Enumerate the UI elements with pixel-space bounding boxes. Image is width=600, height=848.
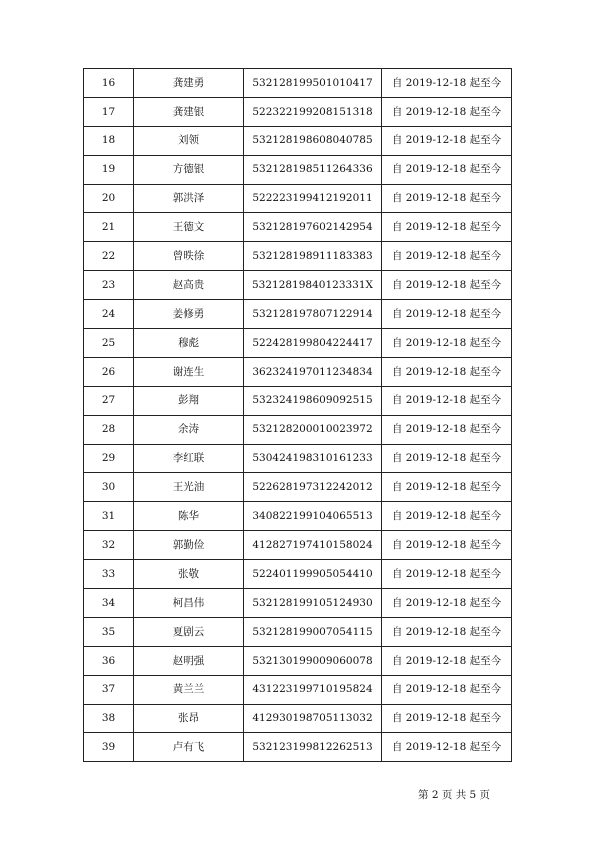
row-number-cell: 23 bbox=[84, 271, 134, 300]
person-name-cell: 龚建银 bbox=[134, 97, 244, 126]
row-number-cell: 32 bbox=[84, 531, 134, 560]
person-name-cell: 穆彪 bbox=[134, 329, 244, 358]
date-range-cell: 自 2019-12-18 起至今 bbox=[382, 646, 512, 675]
row-number-cell: 16 bbox=[84, 69, 134, 98]
row-number-cell: 35 bbox=[84, 617, 134, 646]
person-name-cell: 赵明强 bbox=[134, 646, 244, 675]
row-number-cell: 37 bbox=[84, 675, 134, 704]
row-number-cell: 36 bbox=[84, 646, 134, 675]
table-row bbox=[84, 704, 512, 733]
person-name-cell: 赵高贵 bbox=[134, 271, 244, 300]
table-row bbox=[84, 386, 512, 415]
person-name-cell: 张敬 bbox=[134, 560, 244, 589]
row-number-cell: 39 bbox=[84, 733, 134, 762]
date-range-cell: 自 2019-12-18 起至今 bbox=[382, 704, 512, 733]
person-name-cell: 龚建勇 bbox=[134, 69, 244, 98]
id-number-cell: 532128199007054115 bbox=[244, 617, 382, 646]
id-number-cell: 522628197312242012 bbox=[244, 473, 382, 502]
date-range-cell: 自 2019-12-18 起至今 bbox=[382, 560, 512, 589]
id-number-cell: 532123199812262513 bbox=[244, 733, 382, 762]
id-number-cell: 431223199710195824 bbox=[244, 675, 382, 704]
id-number-cell: 362324197011234834 bbox=[244, 357, 382, 386]
row-number-cell: 17 bbox=[84, 97, 134, 126]
id-number-cell: 532130199009060078 bbox=[244, 646, 382, 675]
table-row bbox=[84, 589, 512, 618]
date-range-cell: 自 2019-12-18 起至今 bbox=[382, 329, 512, 358]
date-range-cell: 自 2019-12-18 起至今 bbox=[382, 531, 512, 560]
table-row bbox=[84, 415, 512, 444]
person-name-cell: 黄兰兰 bbox=[134, 675, 244, 704]
table-row bbox=[84, 502, 512, 531]
id-number-cell: 532128199501010417 bbox=[244, 69, 382, 98]
id-number-cell: 522223199412192011 bbox=[244, 184, 382, 213]
person-name-cell: 张昂 bbox=[134, 704, 244, 733]
roster-table-body bbox=[84, 69, 512, 762]
table-row bbox=[84, 560, 512, 589]
id-number-cell: 532128200010023972 bbox=[244, 415, 382, 444]
person-name-cell: 方德银 bbox=[134, 155, 244, 184]
table-row bbox=[84, 184, 512, 213]
date-range-cell: 自 2019-12-18 起至今 bbox=[382, 155, 512, 184]
table-row bbox=[84, 473, 512, 502]
id-number-cell: 532128198608040785 bbox=[244, 126, 382, 155]
person-name-cell: 郭勤俭 bbox=[134, 531, 244, 560]
person-name-cell: 姜修勇 bbox=[134, 300, 244, 329]
row-number-cell: 22 bbox=[84, 242, 134, 271]
row-number-cell: 21 bbox=[84, 213, 134, 242]
table-row bbox=[84, 617, 512, 646]
id-number-cell: 532128197602142954 bbox=[244, 213, 382, 242]
id-number-cell: 53212819840123331X bbox=[244, 271, 382, 300]
table-row bbox=[84, 646, 512, 675]
row-number-cell: 29 bbox=[84, 444, 134, 473]
date-range-cell: 自 2019-12-18 起至今 bbox=[382, 184, 512, 213]
table-row bbox=[84, 126, 512, 155]
table-row bbox=[84, 357, 512, 386]
table-row bbox=[84, 300, 512, 329]
id-number-cell: 532128198911183383 bbox=[244, 242, 382, 271]
person-name-cell: 彭翔 bbox=[134, 386, 244, 415]
date-range-cell: 自 2019-12-18 起至今 bbox=[382, 126, 512, 155]
date-range-cell: 自 2019-12-18 起至今 bbox=[382, 444, 512, 473]
date-range-cell: 自 2019-12-18 起至今 bbox=[382, 213, 512, 242]
id-number-cell: 532128199105124930 bbox=[244, 589, 382, 618]
row-number-cell: 24 bbox=[84, 300, 134, 329]
page-number-footer: 第 2 页 共 5 页 bbox=[418, 789, 491, 801]
table-row bbox=[84, 329, 512, 358]
person-name-cell: 刘领 bbox=[134, 126, 244, 155]
date-range-cell: 自 2019-12-18 起至今 bbox=[382, 589, 512, 618]
row-number-cell: 34 bbox=[84, 589, 134, 618]
date-range-cell: 自 2019-12-18 起至今 bbox=[382, 415, 512, 444]
date-range-cell: 自 2019-12-18 起至今 bbox=[382, 271, 512, 300]
table-row bbox=[84, 155, 512, 184]
id-number-cell: 532128197807122914 bbox=[244, 300, 382, 329]
table-row bbox=[84, 69, 512, 98]
date-range-cell: 自 2019-12-18 起至今 bbox=[382, 357, 512, 386]
date-range-cell: 自 2019-12-18 起至今 bbox=[382, 242, 512, 271]
table-row bbox=[84, 242, 512, 271]
roster-table bbox=[83, 68, 512, 762]
row-number-cell: 30 bbox=[84, 473, 134, 502]
table-row bbox=[84, 97, 512, 126]
table-row bbox=[84, 733, 512, 762]
table-row bbox=[84, 444, 512, 473]
id-number-cell: 522322199208151318 bbox=[244, 97, 382, 126]
date-range-cell: 自 2019-12-18 起至今 bbox=[382, 733, 512, 762]
date-range-cell: 自 2019-12-18 起至今 bbox=[382, 386, 512, 415]
row-number-cell: 33 bbox=[84, 560, 134, 589]
date-range-cell: 自 2019-12-18 起至今 bbox=[382, 502, 512, 531]
row-number-cell: 26 bbox=[84, 357, 134, 386]
id-number-cell: 412827197410158024 bbox=[244, 531, 382, 560]
row-number-cell: 18 bbox=[84, 126, 134, 155]
person-name-cell: 王德文 bbox=[134, 213, 244, 242]
id-number-cell: 530424198310161233 bbox=[244, 444, 382, 473]
id-number-cell: 532324198609092515 bbox=[244, 386, 382, 415]
date-range-cell: 自 2019-12-18 起至今 bbox=[382, 97, 512, 126]
person-name-cell: 卢有飞 bbox=[134, 733, 244, 762]
id-number-cell: 522401199905054410 bbox=[244, 560, 382, 589]
id-number-cell: 412930198705113032 bbox=[244, 704, 382, 733]
row-number-cell: 20 bbox=[84, 184, 134, 213]
table-row bbox=[84, 271, 512, 300]
date-range-cell: 自 2019-12-18 起至今 bbox=[382, 675, 512, 704]
row-number-cell: 31 bbox=[84, 502, 134, 531]
row-number-cell: 28 bbox=[84, 415, 134, 444]
date-range-cell: 自 2019-12-18 起至今 bbox=[382, 617, 512, 646]
person-name-cell: 余涛 bbox=[134, 415, 244, 444]
person-name-cell: 郭洪泽 bbox=[134, 184, 244, 213]
date-range-cell: 自 2019-12-18 起至今 bbox=[382, 473, 512, 502]
row-number-cell: 25 bbox=[84, 329, 134, 358]
person-name-cell: 柯昌伟 bbox=[134, 589, 244, 618]
id-number-cell: 532128198511264336 bbox=[244, 155, 382, 184]
table-row bbox=[84, 213, 512, 242]
id-number-cell: 522428199804224417 bbox=[244, 329, 382, 358]
date-range-cell: 自 2019-12-18 起至今 bbox=[382, 300, 512, 329]
person-name-cell: 王光油 bbox=[134, 473, 244, 502]
person-name-cell: 夏剧云 bbox=[134, 617, 244, 646]
row-number-cell: 19 bbox=[84, 155, 134, 184]
id-number-cell: 340822199104065513 bbox=[244, 502, 382, 531]
person-name-cell: 谢连生 bbox=[134, 357, 244, 386]
row-number-cell: 38 bbox=[84, 704, 134, 733]
row-number-cell: 27 bbox=[84, 386, 134, 415]
date-range-cell: 自 2019-12-18 起至今 bbox=[382, 69, 512, 98]
table-row bbox=[84, 675, 512, 704]
person-name-cell: 曾昳徐 bbox=[134, 242, 244, 271]
person-name-cell: 李红联 bbox=[134, 444, 244, 473]
table-row bbox=[84, 531, 512, 560]
person-name-cell: 陈华 bbox=[134, 502, 244, 531]
